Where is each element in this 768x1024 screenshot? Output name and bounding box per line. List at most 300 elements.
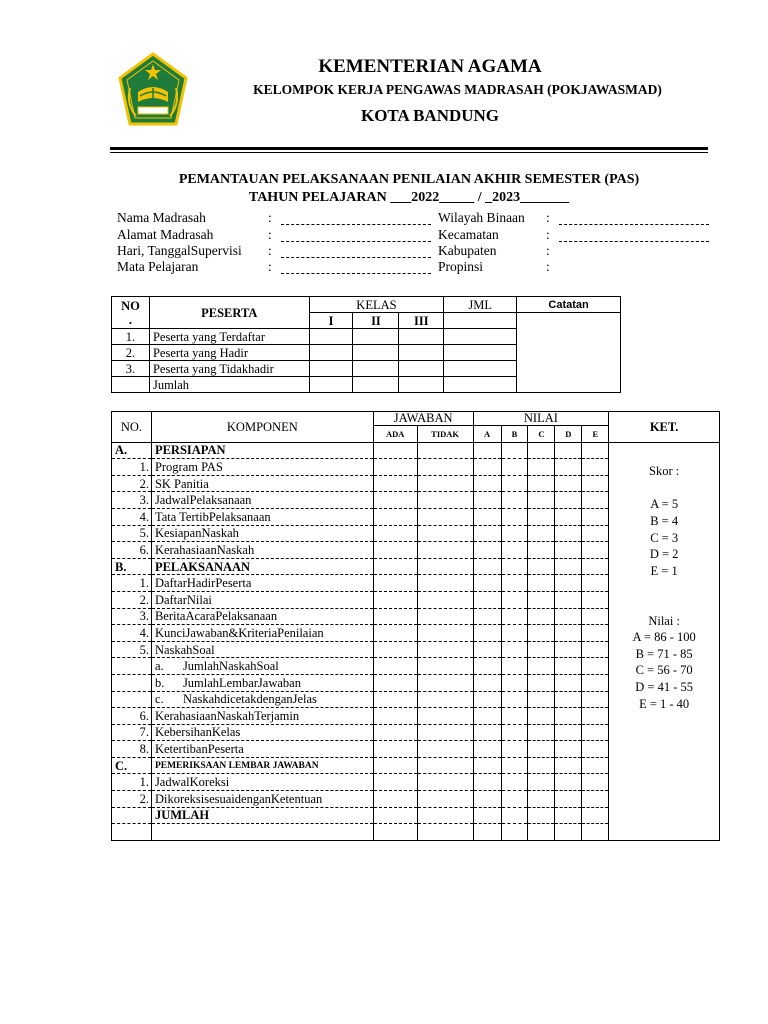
answer-cell[interactable] — [373, 591, 417, 608]
score-cell[interactable] — [582, 558, 609, 575]
row-number: 1. — [112, 329, 150, 345]
score-cell[interactable] — [473, 459, 501, 476]
score-cell[interactable] — [473, 542, 501, 559]
score-cell[interactable] — [473, 791, 501, 808]
sub-item-letter: c. — [154, 692, 164, 707]
colon: : — [546, 227, 550, 242]
skor-a: A = 5 — [650, 497, 679, 512]
score-cell[interactable] — [473, 525, 501, 542]
score-cell[interactable] — [582, 591, 609, 608]
form-title: PEMANTAUAN PELAKSANAAN PENILAIAN AKHIR SEMESTER (PAS) — [178, 172, 640, 187]
row-number: B. — [112, 558, 152, 575]
score-cell[interactable] — [528, 492, 555, 509]
answer-cell[interactable] — [373, 608, 417, 625]
answer-cell[interactable] — [373, 525, 417, 542]
score-cell[interactable] — [555, 641, 582, 658]
header-nilai-c: C — [528, 426, 555, 443]
cell-input[interactable] — [399, 345, 444, 361]
header-komponen: KOMPONEN — [151, 412, 373, 443]
header-jml: JML — [444, 297, 517, 313]
cell-input[interactable] — [353, 329, 399, 345]
header-tidak: TIDAK — [417, 426, 473, 443]
score-cell[interactable] — [528, 591, 555, 608]
skor-b: B = 4 — [650, 513, 679, 528]
score-cell[interactable] — [528, 708, 555, 725]
component-label: KerahasiaanNaskahTerjamin — [151, 708, 373, 725]
row-number: 3. — [112, 492, 152, 509]
score-cell[interactable] — [582, 724, 609, 741]
answer-cell[interactable] — [417, 508, 473, 525]
row-number: 6. — [112, 708, 152, 725]
score-cell[interactable] — [555, 492, 582, 509]
score-cell[interactable] — [473, 658, 501, 675]
score-cell[interactable] — [582, 442, 609, 459]
fill-line-hari-tanggal[interactable] — [281, 257, 431, 258]
answer-cell[interactable] — [373, 442, 417, 459]
cell-input[interactable] — [444, 361, 517, 377]
ket-column — [609, 442, 720, 840]
score-cell[interactable] — [582, 475, 609, 492]
answer-cell[interactable] — [373, 724, 417, 741]
skor-title: Skor : — [649, 464, 680, 479]
answer-cell[interactable] — [373, 625, 417, 642]
row-number: 2. — [112, 791, 152, 808]
row-label: Peserta yang Tidakhadir — [149, 361, 309, 377]
score-cell[interactable] — [582, 774, 609, 791]
score-cell[interactable] — [473, 757, 501, 774]
score-cell[interactable] — [501, 658, 528, 675]
colon: : — [268, 210, 272, 225]
nilai-title: Nilai : — [648, 613, 680, 628]
section-title: PERSIAPAN — [151, 442, 373, 459]
score-cell[interactable] — [501, 708, 528, 725]
score-cell[interactable] — [582, 625, 609, 642]
kemenag-emblem-icon — [116, 52, 190, 128]
fill-line-nama-madrasah[interactable] — [281, 224, 431, 225]
score-cell[interactable] — [555, 625, 582, 642]
score-cell[interactable] — [501, 824, 528, 841]
ket-legend — [612, 447, 716, 713]
answer-cell[interactable] — [417, 708, 473, 725]
row-number: C. — [112, 757, 152, 774]
field-label-wilayah-binaan: Wilayah Binaan — [438, 210, 525, 225]
score-cell[interactable] — [473, 641, 501, 658]
cell-input[interactable] — [399, 329, 444, 345]
score-cell[interactable] — [555, 459, 582, 476]
score-cell[interactable] — [555, 741, 582, 758]
field-label-propinsi: Propinsi — [438, 259, 484, 274]
score-cell[interactable] — [582, 525, 609, 542]
header-ada: ADA — [373, 426, 417, 443]
cell-input[interactable] — [353, 361, 399, 377]
section-title: PELAKSANAAN — [151, 558, 373, 575]
score-cell[interactable] — [555, 757, 582, 774]
answer-cell[interactable] — [417, 492, 473, 509]
score-cell[interactable] — [528, 625, 555, 642]
answer-cell[interactable] — [373, 791, 417, 808]
score-cell[interactable] — [501, 774, 528, 791]
row-number: 8. — [112, 741, 152, 758]
component-label: KerahasiaanNaskah — [151, 542, 373, 559]
header-nilai-b: B — [501, 426, 528, 443]
score-cell[interactable] — [473, 575, 501, 592]
nilai-a: A = 86 - 100 — [632, 630, 696, 645]
row-number — [112, 658, 152, 675]
row-number: 1. — [112, 575, 152, 592]
answer-cell[interactable] — [417, 658, 473, 675]
score-cell[interactable] — [555, 575, 582, 592]
cell-input[interactable] — [399, 377, 444, 393]
answer-cell[interactable] — [417, 608, 473, 625]
score-cell[interactable] — [582, 691, 609, 708]
score-cell[interactable] — [555, 724, 582, 741]
component-label: SK Panitia — [151, 475, 373, 492]
score-cell[interactable] — [473, 608, 501, 625]
header-no: NO . — [112, 297, 150, 329]
colon: : — [546, 243, 550, 258]
answer-cell[interactable] — [373, 475, 417, 492]
score-cell[interactable] — [528, 774, 555, 791]
score-cell[interactable] — [555, 591, 582, 608]
score-cell[interactable] — [501, 807, 528, 824]
score-cell[interactable] — [582, 542, 609, 559]
row-number — [112, 377, 150, 393]
score-cell[interactable] — [501, 575, 528, 592]
answer-cell[interactable] — [417, 459, 473, 476]
table-row — [112, 442, 720, 459]
score-cell[interactable] — [582, 708, 609, 725]
score-cell[interactable] — [555, 525, 582, 542]
cell-blank — [444, 313, 517, 329]
section-title: JUMLAH — [151, 807, 373, 824]
score-cell[interactable] — [528, 575, 555, 592]
cell-input[interactable] — [399, 361, 444, 377]
fill-line-alamat-madrasah[interactable] — [281, 241, 431, 242]
field-label-hari-tanggal: Hari, TanggalSupervisi — [117, 243, 242, 258]
score-cell[interactable] — [528, 459, 555, 476]
fill-line-wilayah-binaan[interactable] — [559, 224, 709, 225]
row-label: Jumlah — [149, 377, 309, 393]
cell-input[interactable] — [444, 377, 517, 393]
score-cell[interactable] — [501, 508, 528, 525]
catatan-cell[interactable] — [517, 313, 621, 393]
header-nilai-e: E — [582, 426, 609, 443]
row-number: 6. — [112, 542, 152, 559]
row-number: 4. — [112, 508, 152, 525]
city-name: KOTA BANDUNG — [360, 106, 500, 125]
score-cell[interactable] — [582, 824, 609, 841]
score-cell[interactable] — [555, 442, 582, 459]
score-cell[interactable] — [473, 724, 501, 741]
score-cell[interactable] — [582, 575, 609, 592]
score-cell[interactable] — [473, 442, 501, 459]
score-cell[interactable] — [528, 724, 555, 741]
score-cell[interactable] — [582, 658, 609, 675]
answer-cell[interactable] — [373, 741, 417, 758]
row-number: 7. — [112, 724, 152, 741]
sub-item-label: JumlahNaskahSoal — [182, 659, 279, 674]
score-cell[interactable] — [501, 542, 528, 559]
answer-cell[interactable] — [417, 757, 473, 774]
answer-cell[interactable] — [373, 542, 417, 559]
cell-input[interactable] — [444, 345, 517, 361]
score-cell[interactable] — [473, 774, 501, 791]
component-label: Tata TertibPelaksanaan — [151, 508, 373, 525]
score-cell[interactable] — [473, 508, 501, 525]
section-title: PEMERIKSAAN LEMBAR JAWABAN — [151, 757, 373, 774]
score-cell[interactable] — [473, 807, 501, 824]
score-cell[interactable] — [473, 625, 501, 642]
score-cell[interactable] — [473, 558, 501, 575]
row-number: 2. — [112, 345, 150, 361]
header-no: NO. — [112, 412, 152, 443]
header-kelas-i: I — [309, 313, 353, 329]
score-cell[interactable] — [473, 492, 501, 509]
score-cell[interactable] — [528, 475, 555, 492]
colon: : — [268, 227, 272, 242]
score-cell[interactable] — [528, 791, 555, 808]
component-label — [151, 674, 373, 691]
row-number: 3. — [112, 361, 150, 377]
answer-cell[interactable] — [417, 741, 473, 758]
ministry-name: KEMENTERIAN AGAMA — [318, 56, 542, 77]
component-label — [151, 824, 373, 841]
answer-cell[interactable] — [417, 442, 473, 459]
answer-cell[interactable] — [417, 525, 473, 542]
answer-cell[interactable] — [417, 575, 473, 592]
row-number: 2. — [112, 591, 152, 608]
answer-cell[interactable] — [373, 508, 417, 525]
score-cell[interactable] — [582, 757, 609, 774]
score-cell[interactable] — [555, 542, 582, 559]
header-kelas-iii: III — [399, 313, 444, 329]
score-cell[interactable] — [473, 691, 501, 708]
score-cell[interactable] — [501, 757, 528, 774]
component-label: KesiapanNaskah — [151, 525, 373, 542]
score-cell[interactable] — [555, 658, 582, 675]
score-cell[interactable] — [501, 492, 528, 509]
component-label: KetertibanPeserta — [151, 741, 373, 758]
score-cell[interactable] — [501, 442, 528, 459]
score-cell[interactable] — [528, 558, 555, 575]
cell-input[interactable] — [444, 329, 517, 345]
fill-line-mata-pelajaran[interactable] — [281, 273, 431, 274]
colon: : — [546, 259, 550, 274]
answer-cell[interactable] — [373, 641, 417, 658]
score-cell[interactable] — [582, 741, 609, 758]
sub-item-label: JumlahLembarJawaban — [182, 675, 301, 690]
score-cell[interactable] — [582, 791, 609, 808]
answer-cell[interactable] — [373, 774, 417, 791]
cell-input[interactable] — [309, 377, 353, 393]
answer-cell[interactable] — [417, 691, 473, 708]
row-number — [112, 807, 152, 824]
answer-cell[interactable] — [417, 674, 473, 691]
score-cell[interactable] — [555, 674, 582, 691]
score-cell[interactable] — [582, 807, 609, 824]
cell-input[interactable] — [353, 377, 399, 393]
cell-input[interactable] — [309, 329, 353, 345]
score-cell[interactable] — [501, 608, 528, 625]
header-rule-thin — [110, 152, 708, 153]
score-cell[interactable] — [555, 608, 582, 625]
score-cell[interactable] — [528, 525, 555, 542]
component-label: DaftarNilai — [151, 591, 373, 608]
answer-cell[interactable] — [373, 459, 417, 476]
participants-table — [111, 296, 621, 393]
component-label: DikoreksisesuaidenganKetentuan — [151, 791, 373, 808]
score-cell[interactable] — [473, 591, 501, 608]
component-label: DaftarHadirPeserta — [151, 575, 373, 592]
score-cell[interactable] — [501, 741, 528, 758]
answer-cell[interactable] — [417, 724, 473, 741]
score-cell[interactable] — [582, 608, 609, 625]
score-cell[interactable] — [473, 475, 501, 492]
header-catatan: Catatan — [517, 297, 621, 313]
score-cell[interactable] — [473, 708, 501, 725]
component-label: KunciJawaban&KriteriaPenilaian — [151, 625, 373, 642]
score-cell[interactable] — [473, 824, 501, 841]
cell-input[interactable] — [309, 345, 353, 361]
answer-cell[interactable] — [417, 774, 473, 791]
score-cell[interactable] — [501, 791, 528, 808]
header-nilai-a: A — [473, 426, 501, 443]
score-cell[interactable] — [501, 558, 528, 575]
header-kelas: KELAS — [309, 297, 444, 313]
colon: : — [268, 259, 272, 274]
answer-cell[interactable] — [373, 575, 417, 592]
answer-cell[interactable] — [417, 807, 473, 824]
skor-e: E = 1 — [650, 563, 678, 578]
answer-cell[interactable] — [373, 708, 417, 725]
row-number: 1. — [112, 774, 152, 791]
score-cell[interactable] — [528, 741, 555, 758]
fill-line-kecamatan[interactable] — [559, 241, 709, 242]
score-cell[interactable] — [528, 691, 555, 708]
row-label: Peserta yang Terdaftar — [149, 329, 309, 345]
answer-cell[interactable] — [417, 475, 473, 492]
score-cell[interactable] — [555, 807, 582, 824]
score-cell[interactable] — [582, 674, 609, 691]
score-cell[interactable] — [501, 459, 528, 476]
answer-cell[interactable] — [373, 658, 417, 675]
score-cell[interactable] — [501, 525, 528, 542]
score-cell[interactable] — [528, 608, 555, 625]
score-cell[interactable] — [528, 508, 555, 525]
row-number — [112, 691, 152, 708]
answer-cell[interactable] — [417, 625, 473, 642]
score-cell[interactable] — [501, 475, 528, 492]
row-label: Peserta yang Hadir — [149, 345, 309, 361]
score-cell[interactable] — [555, 791, 582, 808]
score-cell[interactable] — [528, 757, 555, 774]
score-cell[interactable] — [555, 691, 582, 708]
score-cell[interactable] — [501, 674, 528, 691]
component-label — [151, 658, 373, 675]
score-cell[interactable] — [501, 625, 528, 642]
score-cell[interactable] — [555, 558, 582, 575]
sub-item-label: NaskahdicetakdenganJelas — [182, 692, 317, 707]
component-label: BeritaAcaraPelaksanaan — [151, 608, 373, 625]
score-cell[interactable] — [582, 459, 609, 476]
score-cell[interactable] — [555, 508, 582, 525]
row-number — [112, 824, 152, 841]
row-number: A. — [112, 442, 152, 459]
answer-cell[interactable] — [373, 558, 417, 575]
answer-cell[interactable] — [417, 542, 473, 559]
score-cell[interactable] — [528, 824, 555, 841]
nilai-e: E = 1 - 40 — [639, 696, 690, 711]
field-label-alamat-madrasah: Alamat Madrasah — [117, 227, 214, 242]
field-label-kabupaten: Kabupaten — [438, 243, 497, 258]
header-kelas-ii: II — [353, 313, 399, 329]
score-cell[interactable] — [501, 591, 528, 608]
score-cell[interactable] — [555, 774, 582, 791]
answer-cell[interactable] — [373, 757, 417, 774]
score-cell[interactable] — [528, 807, 555, 824]
answer-cell[interactable] — [373, 691, 417, 708]
answer-cell[interactable] — [373, 674, 417, 691]
skor-d: D = 2 — [649, 547, 679, 562]
score-cell[interactable] — [501, 724, 528, 741]
colon: : — [546, 210, 550, 225]
sub-item-letter: b. — [154, 675, 165, 690]
field-label-mata-pelajaran: Mata Pelajaran — [117, 259, 199, 274]
score-cell[interactable] — [501, 641, 528, 658]
row-number: 5. — [112, 641, 152, 658]
field-label-kecamatan: Kecamatan — [438, 227, 499, 242]
score-cell[interactable] — [555, 708, 582, 725]
header-peserta: PESERTA — [149, 297, 309, 329]
score-cell[interactable] — [555, 824, 582, 841]
row-number — [112, 674, 152, 691]
answer-cell[interactable] — [417, 558, 473, 575]
score-cell[interactable] — [528, 674, 555, 691]
nilai-c: C = 56 - 70 — [635, 663, 693, 678]
answer-cell[interactable] — [417, 641, 473, 658]
score-cell[interactable] — [528, 542, 555, 559]
answer-cell[interactable] — [373, 807, 417, 824]
colon: : — [268, 243, 272, 258]
nilai-b: B = 71 - 85 — [635, 646, 693, 661]
answer-cell[interactable] — [417, 591, 473, 608]
score-cell[interactable] — [582, 508, 609, 525]
row-number: 3. — [112, 608, 152, 625]
score-cell[interactable] — [582, 492, 609, 509]
header-rule-thick — [110, 147, 708, 150]
score-cell[interactable] — [528, 641, 555, 658]
component-label: KebersihanKelas — [151, 724, 373, 741]
component-label — [151, 691, 373, 708]
score-cell[interactable] — [528, 658, 555, 675]
header-jawaban: JAWABAN — [373, 412, 473, 426]
answer-cell[interactable] — [373, 824, 417, 841]
answer-cell[interactable] — [417, 824, 473, 841]
cell-input[interactable] — [353, 345, 399, 361]
answer-cell[interactable] — [417, 791, 473, 808]
row-number: 1. — [112, 459, 152, 476]
components-table — [111, 411, 720, 841]
score-cell[interactable] — [528, 442, 555, 459]
cell-input[interactable] — [309, 361, 353, 377]
score-cell[interactable] — [473, 674, 501, 691]
score-cell[interactable] — [501, 691, 528, 708]
score-cell[interactable] — [473, 741, 501, 758]
answer-cell[interactable] — [373, 492, 417, 509]
score-cell[interactable] — [555, 475, 582, 492]
score-cell[interactable] — [582, 641, 609, 658]
working-group-name: KELOMPOK KERJA PENGAWAS MADRASAH (POKJAWASMAD) — [253, 82, 662, 97]
